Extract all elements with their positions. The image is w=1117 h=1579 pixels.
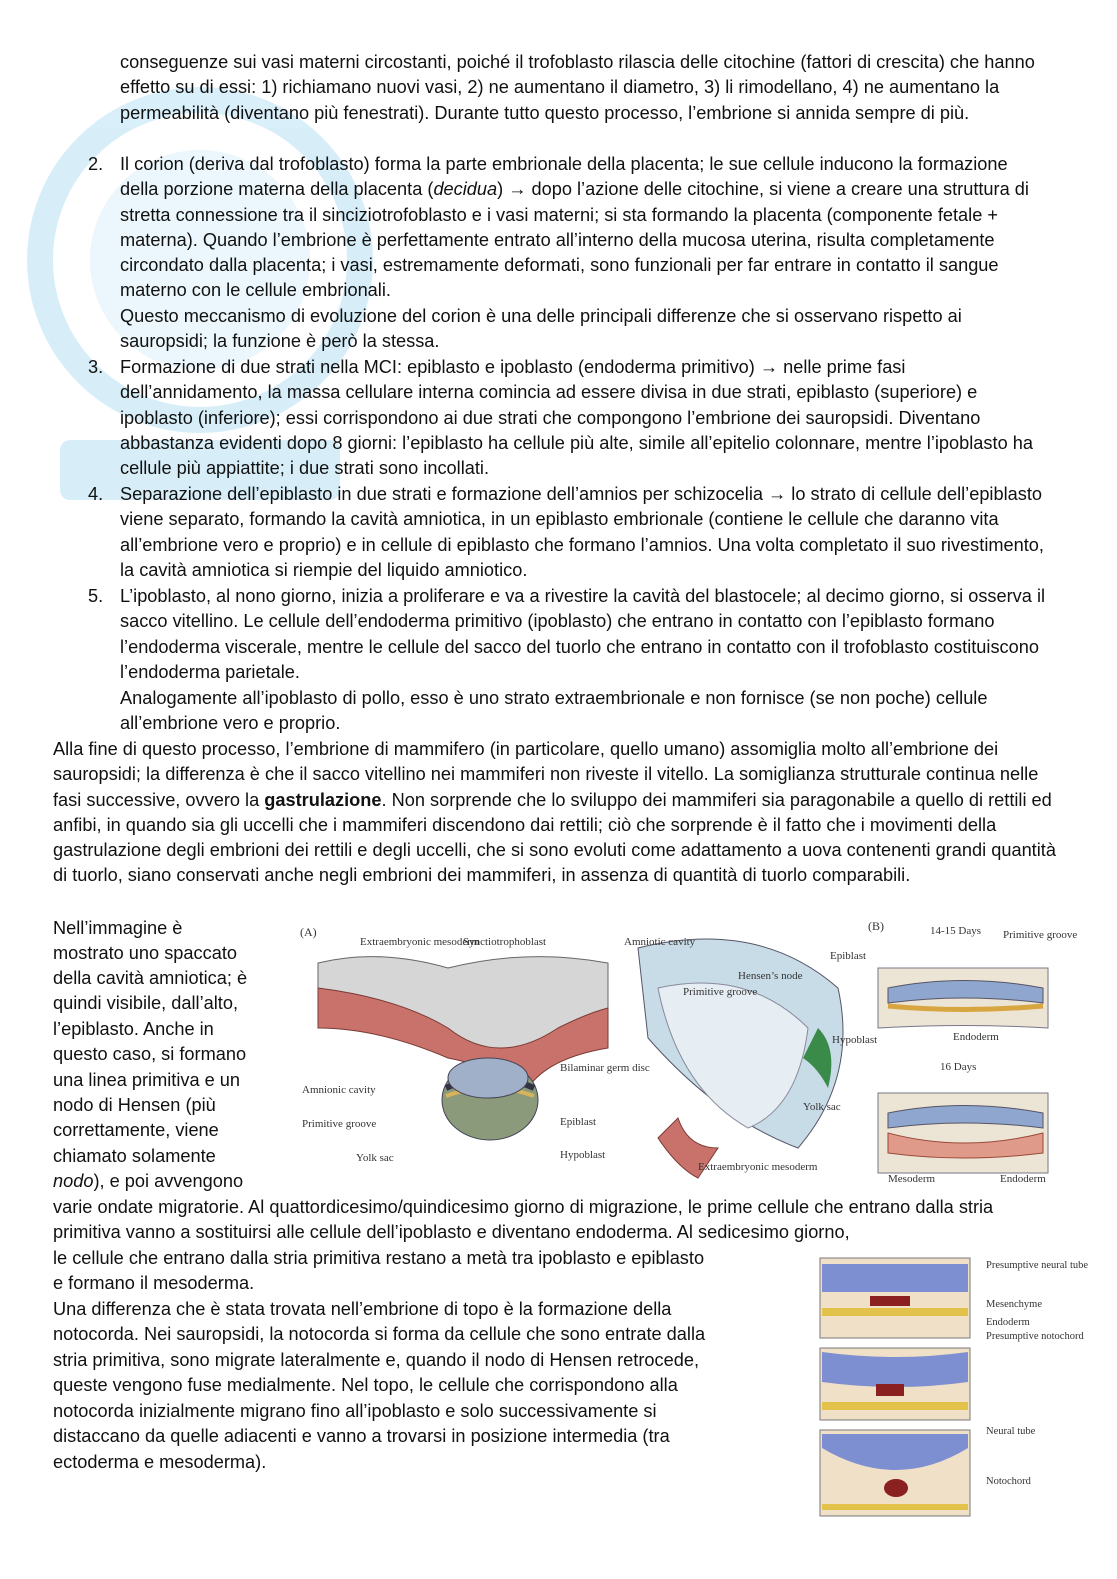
label-14-15-days: 14-15 Days <box>930 925 982 937</box>
label-endoderm-b: Endoderm <box>986 1317 1030 1328</box>
label-amnionic-cavity: Amnionic cavity <box>302 1084 376 1096</box>
paragraph-gastrulation: Alla fine di questo processo, l’embrione di mammifero (in particolare, quello umano) assomiglia molto all’embrione dei sauropsidi; la differenza è che il sacco vitellino nei mammiferi non riveste il vitello. La somiglianza strutturale continua nelle fasi successive, ovvero la gastrulazione. Non sorprende che lo sviluppo dei mammiferi sia paragonabile a quello di rettili ed anfibi, in quando sia gli uccelli che i mammiferi discendono dai rettili; ciò che sorprende è il fatto che i movimenti della gastrulazione degli embrioni dei rettili e degli uccelli, che si sono evoluti come adattamento a uova contenenti grandi quantità di tuorlo, siano conservati anche negli embrioni dei mammiferi, in assenza di quantità di tuorlo comparabili. <box>53 739 1056 886</box>
label-bilaminar-germ-disc: Bilaminar germ disc <box>560 1062 650 1074</box>
label-mesoderm: Mesoderm <box>888 1173 936 1185</box>
item-2-text: Il corion (deriva dal trofoblasto) forma la parte embrionale della placenta; le sue cellule inducono la formazione della porzione materna della placenta (decidua) → dopo l’azione delle citochine, si viene a creare una struttura di stretta connessione tra il sinciziotrofoblasto e i vasi materni; si sta formando la placenta (componente fetale + materna). Quando l’embrione è perfettamente entrato all’interno della mucosa uterina, risulta completamente circondato dalla placenta; i vasi, estremamente deformati, sono funzionali per far entrare in contatto il sangue materno con le cellule embrionali. <box>120 154 1029 301</box>
item-5-extra: Analogamente all’ipoblasto di pollo, esso è uno strato extraembrionale e non fornisce (se non poche) cellule all’embrione vero e proprio. <box>120 688 988 734</box>
item-number-5: 5. <box>88 586 104 606</box>
label-mesenchyme: Mesenchyme <box>986 1299 1042 1310</box>
label-primitive-groove-2: Primitive groove <box>683 986 758 998</box>
figure-gastrulation <box>298 918 1078 1200</box>
label-primitive-groove: Primitive groove <box>302 1118 377 1130</box>
label-primitive-groove-3: Primitive groove <box>1003 929 1078 941</box>
panel-a-label: (A) <box>300 925 317 939</box>
term-nodo: nodo <box>53 1171 94 1191</box>
item-3-text: Formazione di due strati nella MCI: epiblasto e ipoblasto (endoderma primitivo) → nelle prime fasi dell’annidamento, la massa cellulare interna comincia ad essere divisa in due strati, epiblasto (superiore) e ipoblasto (inferiore); essi corrispondono ai due strati che compongono l’embrione dei sauropsidi. Diventano abbastanza evidenti dopo 8 giorni: l’epiblasto ha cellule più alte, simile all’epitelio colonnare, mentre l’ipoblasto ha cellule più appiattite; i due strati sono incollati. <box>120 357 1033 479</box>
panel-a-drawing <box>318 957 608 1140</box>
item-number-4: 4. <box>88 484 104 504</box>
item1-continuation: conseguenze sui vasi materni circostanti, poiché il trofoblasto rilascia delle citochine (fattori di crescita) che hanno effetto su di essi: 1) richiamano nuovi vasi, 2) ne aumentano il diametro, 3) li rimodellano, 4) ne aumentano la permeabilità (diventano più fenestrati). Durante tutto questo processo, l’embrione si annida sempre di più. <box>120 52 1035 123</box>
label-syncytiotrophoblast: Synctiotrophoblast <box>463 936 547 948</box>
document-page: conseguenze sui vasi materni circostanti, poiché il trofoblasto rilascia delle citochine (fattori di crescita) che hanno effetto su di essi: 1) richiamano nuovi vasi, 2) ne aumentano il diametro, 3) li rimodellano, 4) ne aumentano la permeabilità (diventano più fenestrati). Durante tutto questo processo, l’embrione si annida sempre di più. 2. Il corion (deriva dal trofoblasto) forma la parte embrionale della placenta; le sue cellule inducono la formazione della porzione materna della placenta (decidua) → dopo l’azione delle citochine, si viene a creare una struttura di stretta connessione tra il sinciziotrofoblasto e i vasi materni; si sta formando la placenta (componente fetale + materna). Quando l’embrione è perfettamente entrato all’interno della mucosa uterina, risulta completamente circondato dalla placenta; i vasi, estremamente deformati, sono funzionali per far entrare in contatto il sangue materno con le cellule embrionali. Questo meccanismo di evoluzione del corion è una delle principali differenze che si osservano rispetto ai sauropsidi; la funzione è però la stessa. 3. Formazione di due strati nella MCI: epiblasto e ipoblasto (endoderma primitivo) → nelle prime fasi dell’annidamento, la massa cellulare interna comincia ad essere divisa in due strati, epiblasto (superiore) e ipoblasto (inferiore); essi corrispondono ai due strati che compongono l’embrione dei sauropsidi. Diventano abbastanza evidenti dopo 8 giorni: l’epiblasto ha cellule più alte, simile all’epitelio colonnare, mentre l’ipoblasto ha cellule più appiattite; i due strati sono incollati. 4. Separazione dell’epiblasto in due strati e formazione dell’amnios per schizocelia → lo strato di cellule dell’epiblasto viene separato, formando la cavità amniotica, in un epiblasto embrionale (contiene le cellule che daranno vita all’embrione vero e proprio) e in cellule di epiblasto che formano l’amnios. Una volta completato il suo rivestimento, la cavità amniotica si riempie del liquido amniotico. 5. L’ipoblasto, al nono giorno, inizia a proliferare e va a rivestire la cavità del blastocele; al decimo giorno, si osserva il sacco vitellino. Le cellule dell’endoderma primitivo (ipoblasto) che entrano in contatto con l’epiblasto formano l’endoderma viscerale, mentre le cellule del sacco del tuorlo che entrano in contatto con il trofoblasto costituiscono l’endoderma parietale. Analogamente all’ipoblasto di pollo, esso è uno strato extraembrionale e non fornisce (se non poche) cellule all’embrione vero e proprio. Alla fine di questo processo, l’embrione di mammifero (in particolare, quello umano) assomiglia molto all’embrione dei sauropsidi; la differenza è che il sacco vitellino nei mammiferi non riveste il vitello. La somiglianza strutturale continua nelle fasi successive, ovvero la gastrulazione. Non sorprende che lo sviluppo dei mammiferi sia paragonabile a quello di rettili ed anfibi, in quando sia gli uccelli che i mammiferi discendono dai rettili; ciò che sorprende è il fatto che i movimenti della gastrulazione degli embrioni dei rettili e degli uccelli, che si sono evoluti come adattamento a uova contenenti grandi quantità di tuorlo, siano conservati anche negli embrioni dei mammiferi, in assenza di quantità di tuorlo comparabili. Nell’immagine è mostrato uno spaccato della cavità amniotica; è quindi visibile, dall’alto, l’epiblasto. Anche in questo caso, si formano una linea primitiva e un nodo di Hensen (più correttamente, viene chiamato solamente nodo), e poi avvengono varie ondate migratorie. Al quattordicesimo/quindicesimo giorno di migrazione, le prime cellule che entrano dalla stria primitiva vanno a sostituirsi alle cellule dell’ipoblasto e diventano endoderma. Al sedicesimo giorno, le cellule che entrano dalla stria primitiva restano a metà tra ipoblasto e epiblasto e formano il mesoderma. Una differenza che è stata trovata nell’embrione di topo è la formazione della notocorda. Nei sauropsidi, la notocorda si forma da cellule che sono entrate dalla stria primitiva, sono migrate lateralmente e, quando il nodo di Hensen retrocede, queste vengono fuse medialmente. Nel topo, le cellule che corrispondono alla notocorda inizialmente migrano fino all’ipoblasto e solo successivamente si distaccano da quelle adiacenti e vanno a trovarsi in posizione intermedia (tra ectoderma e mesoderma). (A) (B) Extraembryonic mesoderm Synctiotrophoblast Amnionic cavity Primitive groove Yolk sac Bilaminar germ disc Epiblast Hypoblast Amniotic cavity Primitive groove Hensen’s node Epiblast Hypoblast Yolk sac Extraembryonic mesoderm 14-15 Days Primitive groove Endoderm 16 Days Mesoderm Endoderm Presumptive neural tube Mesenchyme Endoderm Presumptive notochord Neural tube Notochord <box>0 0 1117 1579</box>
panel-b-label: (B) <box>868 919 884 933</box>
label-hypoblast: Hypoblast <box>560 1149 606 1161</box>
label-extraembryonic-mesoderm: Extraembryonic mesoderm <box>360 936 480 948</box>
term-gastrulazione: gastrulazione <box>264 789 382 810</box>
item-5-text: L’ipoblasto, al nono giorno, inizia a proliferare e va a rivestire la cavità del blastocele; al decimo giorno, si osserva il sacco vitellino. Le cellule dell’endoderma primitivo (ipoblasto) che entrano in contatto con l’epiblasto formano l’endoderma viscerale, mentre le cellule del sacco del tuorlo che entrano in contatto con il trofoblasto costituiscono l’endoderma parietale. <box>120 586 1046 682</box>
notochord-stage-1 <box>820 1258 970 1338</box>
item-number-3: 3. <box>88 357 104 377</box>
label-presumptive-notochord: Presumptive notochord <box>986 1331 1084 1342</box>
notochord-stage-2 <box>820 1348 970 1420</box>
label-epiblast: Epiblast <box>560 1116 597 1128</box>
label-amniotic-cavity: Amniotic cavity <box>624 936 696 948</box>
item-2-extra: Questo meccanismo di evoluzione del corion è una delle principali differenze che si osservano rispetto ai sauropsidi; la funzione è però la stessa. <box>120 306 962 352</box>
label-yolk-sac-2: Yolk sac <box>803 1101 841 1113</box>
notochord-stage-3 <box>820 1430 970 1516</box>
label-neural-tube: Neural tube <box>986 1426 1036 1437</box>
label-hensens-node: Hensen’s node <box>738 970 803 982</box>
label-extraembryonic-mesoderm-2: Extraembryonic mesoderm <box>698 1161 818 1173</box>
item-4-text: Separazione dell’epiblasto in due strati e formazione dell’amnios per schizocelia → lo strato di cellule dell’epiblasto viene separato, formando la cavità amniotica, in un epiblasto embrionale (contiene le cellule che daranno vita all’embrione vero e proprio) e in cellule di epiblasto che formano l’amnios. Una volta completato il suo rivestimento, la cavità amniotica si riempie del liquido amniotico. <box>120 484 1044 580</box>
term-decidua: decidua <box>433 179 498 200</box>
label-epiblast-2: Epiblast <box>830 950 867 962</box>
item-number-2: 2. <box>88 154 104 174</box>
label-yolk-sac: Yolk sac <box>356 1152 394 1164</box>
figure-notochord <box>808 1252 1089 1524</box>
label-notochord: Notochord <box>986 1476 1031 1487</box>
label-presumptive-neural-tube: Presumptive neural tube <box>986 1260 1089 1271</box>
label-16-days: 16 Days <box>940 1061 977 1073</box>
label-hypoblast-2: Hypoblast <box>832 1034 878 1046</box>
label-endoderm: Endoderm <box>953 1031 999 1043</box>
label-endoderm-2: Endoderm <box>1000 1173 1046 1185</box>
